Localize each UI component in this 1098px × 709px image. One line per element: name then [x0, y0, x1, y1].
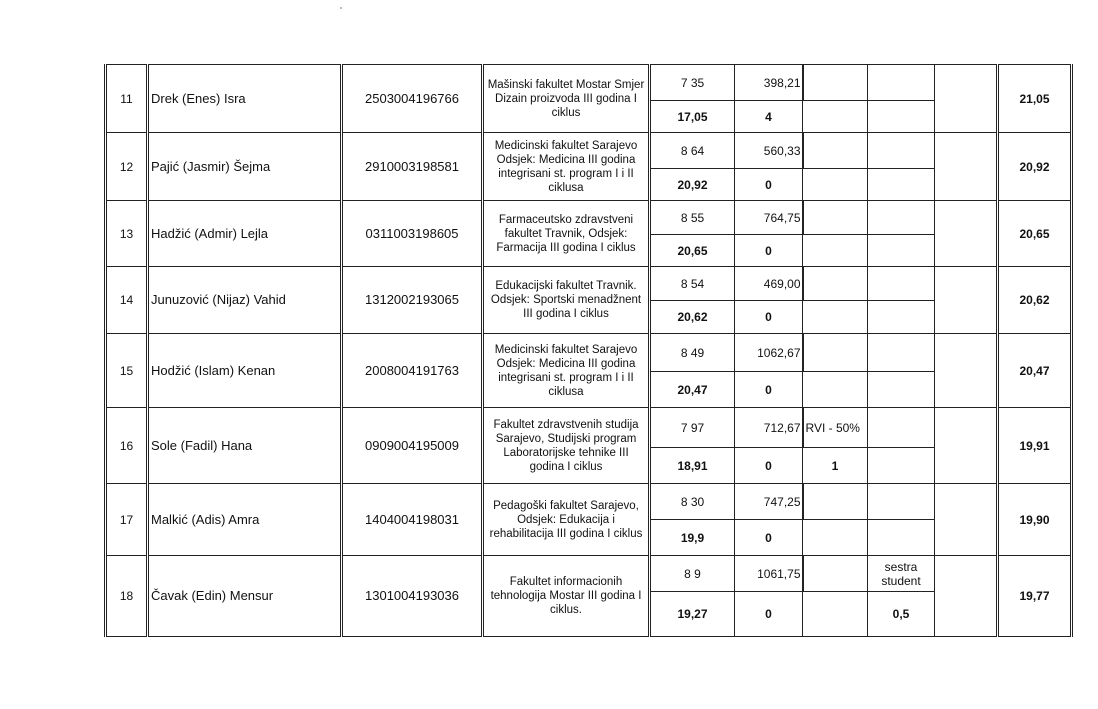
extra-criterion-3	[935, 201, 998, 267]
row-number: 11	[106, 65, 148, 133]
student-jmbg: 2910003198581	[342, 133, 483, 201]
extra-points-1	[803, 235, 868, 267]
table-row	[106, 334, 1072, 372]
extra-criterion-2	[868, 408, 935, 448]
income-points: 0	[735, 235, 803, 267]
extra-criterion-1: RVI - 50%	[803, 408, 868, 448]
student-jmbg: 1301004193036	[342, 556, 483, 637]
row-number: 17	[106, 484, 148, 556]
extra-criterion-1	[803, 267, 868, 301]
extra-criterion-2: sestra student	[868, 556, 935, 592]
faculty-description: Farmaceutsko zdravstveni fakultet Travnik, Odsjek: Farmacija III godina I ciklus	[483, 201, 650, 267]
extra-criterion-3	[935, 484, 998, 556]
table-row	[106, 201, 1072, 235]
row-number: 15	[106, 334, 148, 408]
grade-points: 19,27	[650, 592, 735, 637]
total-points: 19,77	[998, 556, 1072, 637]
extra-criterion-2	[868, 484, 935, 520]
faculty-description: Medicinski fakultet Sarajevo Odsjek: Medicina III godina integrisani st. program I i II ciklusa	[483, 334, 650, 408]
grade-average: 8 49	[650, 334, 735, 372]
extra-points-2	[868, 169, 935, 201]
extra-criterion-3	[935, 133, 998, 201]
grade-points: 20,47	[650, 372, 735, 408]
grade-points: 20,92	[650, 169, 735, 201]
table-row	[106, 65, 1072, 101]
extra-criterion-1	[803, 133, 868, 169]
student-name: Sole (Fadil) Hana	[148, 408, 342, 484]
student-name: Hadžić (Admir) Lejla	[148, 201, 342, 267]
total-points: 19,91	[998, 408, 1072, 484]
extra-criterion-1	[803, 334, 868, 372]
extra-points-2	[868, 520, 935, 556]
faculty-description: Fakultet informacionih tehnologija Mostar III godina I ciklus.	[483, 556, 650, 637]
student-jmbg: 1404004198031	[342, 484, 483, 556]
income-per-member: 747,25	[735, 484, 803, 520]
total-points: 21,05	[998, 65, 1072, 133]
grade-average: 8 55	[650, 201, 735, 235]
grade-points: 20,65	[650, 235, 735, 267]
extra-criterion-2	[868, 334, 935, 372]
faculty-description: Pedagoški fakultet Sarajevo, Odsjek: Edukacija i rehabilitacija III godina I ciklus	[483, 484, 650, 556]
student-jmbg: 1312002193065	[342, 267, 483, 334]
student-jmbg: 0311003198605	[342, 201, 483, 267]
student-jmbg: 0909004195009	[342, 408, 483, 484]
extra-points-1	[803, 372, 868, 408]
extra-points-2	[868, 448, 935, 484]
grade-average: 8 54	[650, 267, 735, 301]
total-points: 20,65	[998, 201, 1072, 267]
row-number: 14	[106, 267, 148, 334]
student-name: Čavak (Edin) Mensur	[148, 556, 342, 637]
grade-points: 19,9	[650, 520, 735, 556]
extra-points-1	[803, 592, 868, 637]
extra-criterion-2	[868, 133, 935, 169]
table-body	[106, 65, 1072, 637]
student-name: Drek (Enes) Isra	[148, 65, 342, 133]
total-points: 20,62	[998, 267, 1072, 334]
row-number: 18	[106, 556, 148, 637]
grade-average: 8 9	[650, 556, 735, 592]
faculty-description: Fakultet zdravstvenih studija Sarajevo, Studijski program Laboratorijske tehnike III godina I ciklus	[483, 408, 650, 484]
total-points: 20,47	[998, 334, 1072, 408]
income-points: 0	[735, 592, 803, 637]
extra-points-1	[803, 101, 868, 133]
grade-points: 20,62	[650, 301, 735, 334]
income-per-member: 1061,75	[735, 556, 803, 592]
grade-points: 17,05	[650, 101, 735, 133]
student-name: Hodžić (Islam) Kenan	[148, 334, 342, 408]
extra-points-1	[803, 301, 868, 334]
extra-points-2: 0,5	[868, 592, 935, 637]
total-points: 19,90	[998, 484, 1072, 556]
extra-criterion-1	[803, 484, 868, 520]
income-per-member: 1062,67	[735, 334, 803, 372]
extra-points-2	[868, 101, 935, 133]
student-name: Junuzović (Nijaz) Vahid	[148, 267, 342, 334]
extra-criterion-2	[868, 267, 935, 301]
extra-criterion-3	[935, 267, 998, 334]
extra-criterion-3	[935, 556, 998, 637]
student-name: Malkić (Adis) Amra	[148, 484, 342, 556]
total-points: 20,92	[998, 133, 1072, 201]
faculty-description: Mašinski fakultet Mostar Smjer Dizain proizvoda III godina I ciklus	[483, 65, 650, 133]
row-number: 13	[106, 201, 148, 267]
extra-points-2	[868, 301, 935, 334]
grade-average: 7 97	[650, 408, 735, 448]
grade-points: 18,91	[650, 448, 735, 484]
faculty-description: Edukacijski fakultet Travnik. Odsjek: Sportski menadžnent III godina I ciklus	[483, 267, 650, 334]
table-row	[106, 484, 1072, 520]
extra-criterion-3	[935, 65, 998, 133]
income-per-member: 469,00	[735, 267, 803, 301]
extra-criterion-1	[803, 65, 868, 101]
income-points: 4	[735, 101, 803, 133]
income-per-member: 560,33	[735, 133, 803, 169]
student-jmbg: 2503004196766	[342, 65, 483, 133]
extra-points-1	[803, 169, 868, 201]
student-jmbg: 2008004191763	[342, 334, 483, 408]
extra-criterion-2	[868, 65, 935, 101]
row-number: 12	[106, 133, 148, 201]
extra-points-1	[803, 520, 868, 556]
extra-criterion-3	[935, 408, 998, 484]
table-row	[106, 556, 1072, 592]
income-per-member: 764,75	[735, 201, 803, 235]
income-points: 0	[735, 169, 803, 201]
student-name: Pajić (Jasmir) Šejma	[148, 133, 342, 201]
extra-points-1: 1	[803, 448, 868, 484]
income-points: 0	[735, 301, 803, 334]
table-row	[106, 267, 1072, 301]
income-points: 0	[735, 448, 803, 484]
income-per-member: 712,67	[735, 408, 803, 448]
faculty-description: Medicinski fakultet Sarajevo Odsjek: Medicina III godina integrisani st. program I i II ciklusa	[483, 133, 650, 201]
income-points: 0	[735, 372, 803, 408]
row-number: 16	[106, 408, 148, 484]
table-row	[106, 408, 1072, 448]
table-row	[106, 133, 1072, 169]
extra-criterion-1	[803, 556, 868, 592]
extra-points-2	[868, 372, 935, 408]
income-per-member: 398,21	[735, 65, 803, 101]
extra-criterion-2	[868, 201, 935, 235]
ranking-table	[104, 64, 1073, 637]
grade-average: 8 30	[650, 484, 735, 520]
extra-points-2	[868, 235, 935, 267]
income-points: 0	[735, 520, 803, 556]
extra-criterion-3	[935, 334, 998, 408]
grade-average: 7 35	[650, 65, 735, 101]
scan-speck	[340, 7, 342, 9]
grade-average: 8 64	[650, 133, 735, 169]
extra-criterion-1	[803, 201, 868, 235]
